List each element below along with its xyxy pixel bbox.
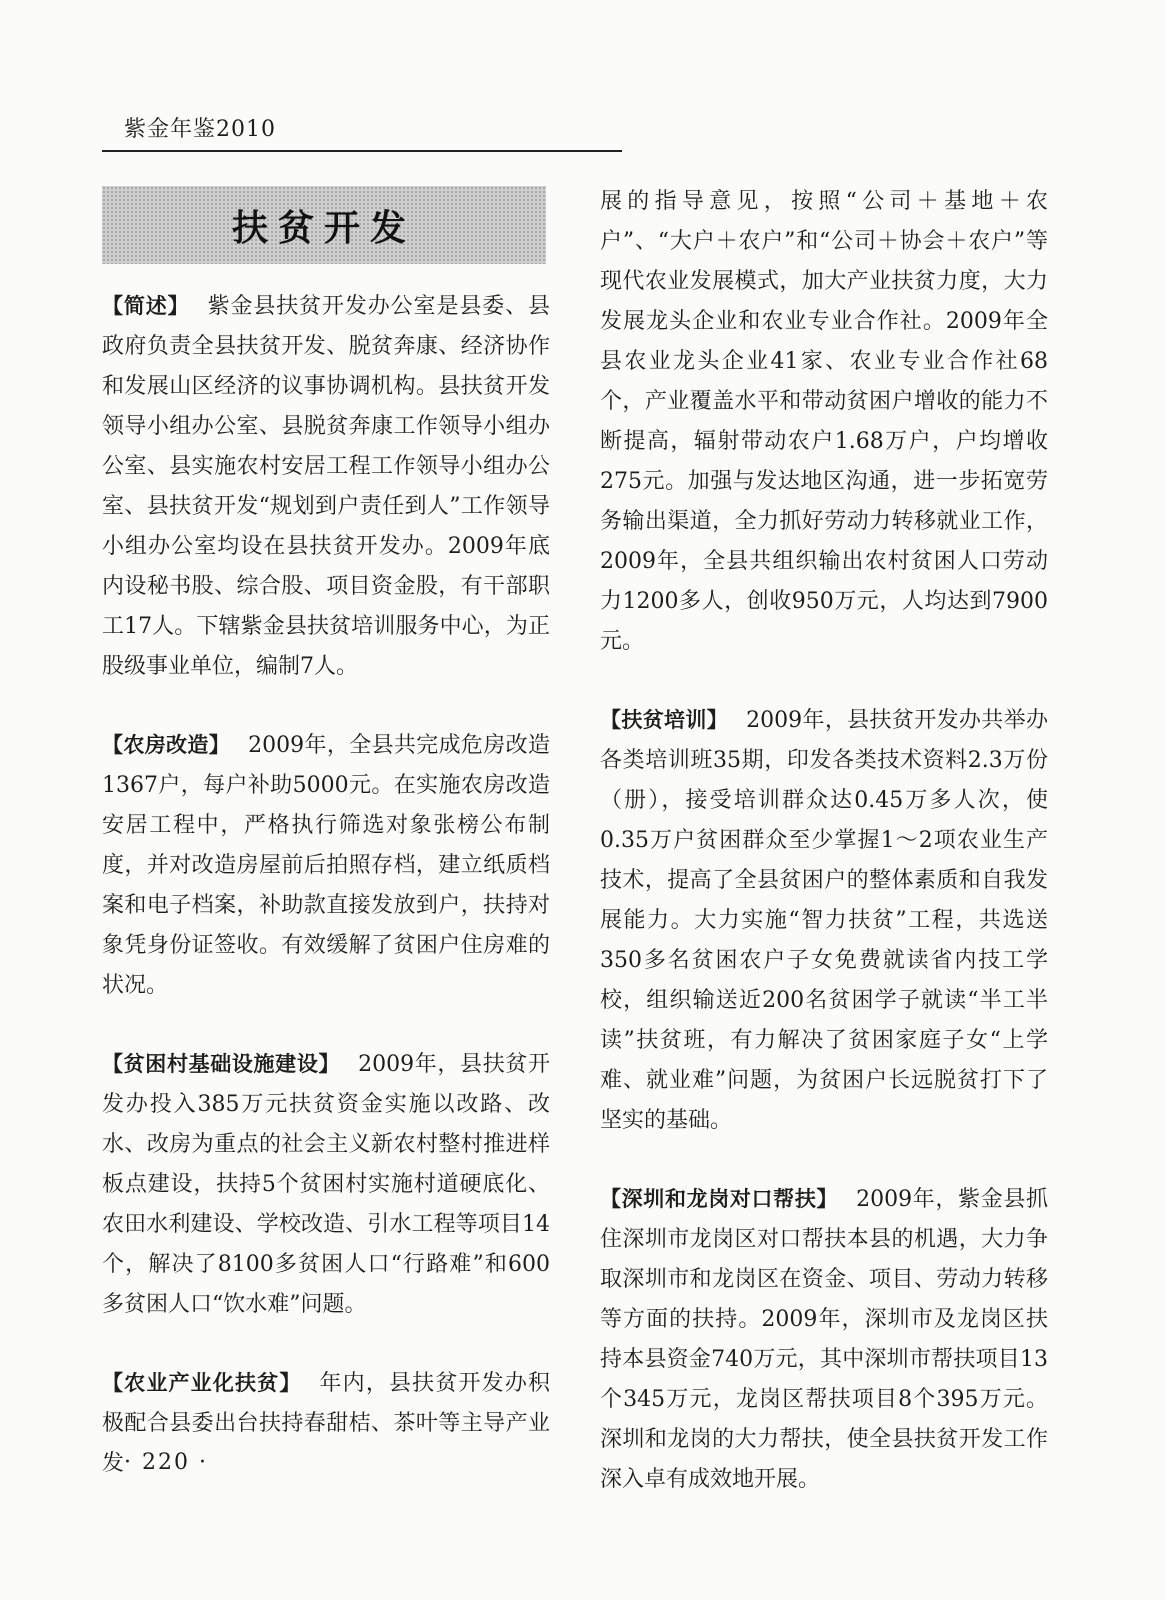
paragraph-agri-continued [600,182,1048,662]
paragraph-housing-renovation [102,725,550,1006]
paragraph-label: 【扶贫培训】 [600,708,729,732]
paragraph-text: 2009年，县扶贫开发办投入385万元扶贫资金实施以改路、改水、改房为重点的社会主义新农村整村推进样板点建设，扶持5个贫困村实施村道硬底化、农田水利建设、学校改造、引水工程等项目14个，解决了8100多贫困人口“行路难”和600多贫困人口“饮水难”问题。 [102,1052,550,1317]
paragraph-shenzhen-longgang-aid [600,1179,1048,1500]
paragraph-village-infrastructure [102,1044,550,1325]
paragraph-label: 【农业产业化扶贫】 [102,1371,302,1395]
section-title: 扶贫开发 [231,207,416,249]
header-rule [102,150,622,152]
paragraph-label: 【深圳和龙岗对口帮扶】 [600,1187,839,1211]
paragraph-label: 【农房改造】 [102,733,231,757]
running-header: 紫金年鉴2010 [124,117,276,142]
paragraph-text: 紫金县扶贫开发办公室是县委、县政府负责全县扶贫开发、脱贫奔康、经济协作和发展山区经济的议事协调机构。县扶贫开发领导小组办公室、县脱贫奔康工作领导小组办公室、县实施农村安居工程工作领导小组办公室、县扶贫开发“规划到户责任到人”工作领导小组办公室均设在县扶贫开发办。2009年底内设秘书股、综合股、项目资金股，有干部职工17人。下辖紫金县扶贫培训服务中心，为正股级事业单位，编制7人。 [102,294,550,679]
paragraph-label: 【简述】 [102,294,190,318]
paragraph-training [600,700,1048,1141]
paragraph-text: 年内，县扶贫开发办积极配合县委出台扶持春甜桔、茶叶等主导产业发 [102,1371,550,1476]
paragraph-text: 2009年，紫金县抓住深圳市龙岗区对口帮扶本县的机遇，大力争取深圳市和龙岗区在资金、项目、劳动力转移等方面的扶持。2009年，深圳市及龙岗区扶持本县资金740万元，其中深圳市帮扶项目13个345万元，龙岗区帮扶项目8个395万元。深圳和龙岗的大力帮扶，使全县扶贫开发工作深入卓有成效地开展。 [600,1187,1048,1492]
paragraph-text: 展的指导意见，按照“公司＋基地＋农户”、“大户＋农户”和“公司＋协会＋农户”等现代农业发展模式，加大产业扶贫力度，大力发展龙头企业和农业专业合作社。2009年全县农业龙头企业41家、农业专业合作社68个，产业覆盖水平和带动贫困户增收的能力不断提高，辐射带动农户1.68万户，户均增收275元。加强与发达地区沟通，进一步拓宽劳务输出渠道，全力抓好劳动力转移就业工作，2009年，全县共组织输出农村贫困人口劳动力1200多人，创收950万元，人均达到7900元。 [600,189,1048,654]
right-column [600,182,1048,1500]
section-title-banner [102,186,546,264]
page-number: · 220 · [124,1450,208,1475]
paragraph-label: 【贫困村基础设施建设】 [102,1052,341,1076]
paragraph-text: 2009年，县扶贫开发办共举办各类培训班35期，印发各类技术资料2.3万份（册），接受培训群众达0.45万多人次，使0.35万户贫困群众至少掌握1～2项农业生产技术，提高了全县贫困户的整体素质和自我发展能力。大力实施“智力扶贫”工程，共选送350多名贫困农户子女免费就读省内技工学校，组织输送近200名贫困学子就读“半工半读”扶贫班，有力解决了贫困家庭子女“上学难、就业难”问题，为贫困户长远脱贫打下了坚实的基础。 [600,708,1048,1133]
left-column [102,286,550,1484]
paragraph-text: 2009年，全县共完成危房改造1367户，每户补助5000元。在实施农房改造安居工程中，严格执行筛选对象张榜公布制度，并对改造房屋前后拍照存档，建立纸质档案和电子档案，补助款直接发放到户，扶持对象凭身份证签收。有效缓解了贫困户住房难的状况。 [102,733,550,998]
paragraph-overview [102,286,550,687]
